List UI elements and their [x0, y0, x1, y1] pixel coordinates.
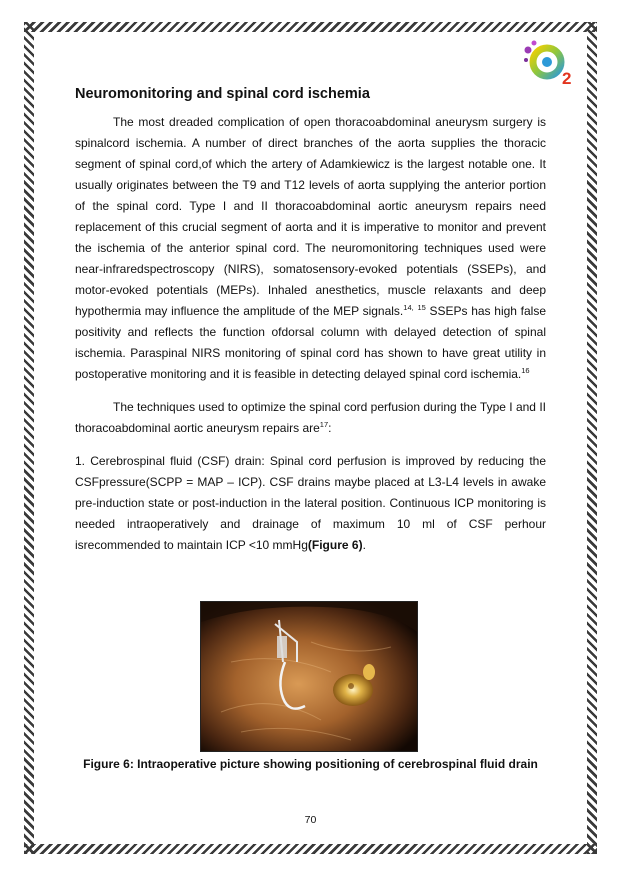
article-body [75, 84, 546, 556]
page-border-bottom [24, 844, 597, 854]
o2-logo [522, 38, 580, 88]
figure-caption: Figure 6: Intraoperative picture showing positioning of cerebrospinal fluid drain [83, 757, 538, 771]
intraoperative-photo [200, 601, 418, 752]
paragraph-csf-drain: 1. Cerebrospinal fluid (CSF) drain: Spinal cord perfusion is improved by reducing the CSFpressure(SCPP = MAP – ICP). CSF drains maybe placed at L3-L4 levels in awake pre-induction state or post-induction in the lateral position. Continuous ICP monitoring is needed intraoperatively and drainage of maximum 10 ml of CSF perhour isrecommended to maintain ICP <10 mmHg(Figure 6). [75, 454, 546, 552]
page-border-top [24, 22, 597, 32]
page-border-right [587, 22, 597, 854]
figure-reference: (Figure 6) [307, 538, 363, 552]
paragraph-techniques: The techniques used to optimize the spinal cord perfusion during the Type I and II thoracoabdominal aortic aneurysm repairs are$^{17}$: [75, 400, 546, 435]
page-number: 70 [304, 814, 317, 826]
paragraph-neuromonitoring: The most dreaded complication of open thoracoabdominal aneurysm surgery is spinalcord ischemia. A number of direct branches of the aorta supplies the thoracic segment of spinal cord,of which the artery of Adamkiewicz is the largest notable one. It usually originates between the T9 and T12 levels of aorta supplying the anterior portion of the spinal cord. Type I and II thoracoabdominal aortic aneurysm repairs need replacement of this crucial segment of aorta and it is imperative to monitor and prevent the ischemia of the anterior spinal cord. The neuromonitoring techniques used were near-infraredspectroscopy (NIRS), somatosensory-evoked potentials (SSEPs), and motor-evoked potentials (MEPs). Inhaled anesthetics, muscle relaxants and deep hypothermia may influence the amplitude of the MEP signals.$^{14,}$ $^{15}$ SSEPs has high false positivity and reflects the function ofdorsal column with delayed detection of spinal ischemia. Paraspinal NIRS monitoring of spinal cord has shown to have great utility in postoperative monitoring and it is feasible in detecting delayed spinal cord ischemia.$^{16}$ [75, 115, 547, 381]
citation-15: 15 [417, 303, 426, 312]
citation-16: 16 [521, 366, 530, 375]
citation-14: 14, [403, 303, 414, 312]
page-border-left [24, 22, 34, 854]
section-heading: Neuromonitoring and spinal cord ischemia [75, 86, 370, 102]
svg-text:2: 2 [562, 69, 572, 88]
citation-17: 17 [319, 420, 329, 429]
